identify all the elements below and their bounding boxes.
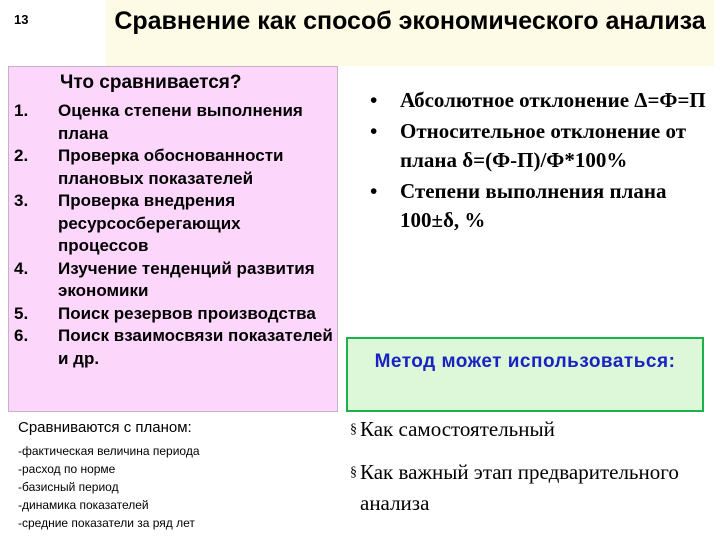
compared-heading: Сравниваются с планом: [18, 419, 192, 436]
deviation-text: Абсолютное отклонение Δ=Ф=П [400, 88, 706, 112]
section-mark-icon: § [350, 465, 357, 480]
item-text: Проверка внедрения ресурсосберегающих процессов [58, 191, 241, 255]
use-text: Как самостоятельный [360, 417, 555, 441]
list-item [14, 190, 334, 258]
item-number: 1. [14, 101, 29, 120]
item-number: 3. [14, 191, 29, 210]
method-box [346, 337, 704, 412]
deviation-list [370, 86, 710, 237]
compared-item: -динамика показателей [18, 498, 149, 512]
item-number: 5. [14, 303, 29, 323]
compared-item: -фактическая величина периода [18, 444, 200, 458]
compared-item: -базисный период [18, 480, 119, 494]
deviation-item [370, 86, 710, 115]
item-text: Изучение тенденций развития экономики [58, 258, 315, 300]
bullet-icon: • [370, 119, 378, 143]
deviation-text: Степени выполнения плана 100±δ, % [400, 179, 667, 232]
item-text: Проверка обоснованности плановых показателей [58, 146, 284, 188]
slide-title: Сравнение как способ экономического анализа [114, 7, 706, 35]
slide-number: 13 [14, 12, 29, 27]
use-item [350, 457, 706, 519]
item-text: Оценка степени выполнения плана [58, 101, 303, 143]
list-item [14, 258, 334, 303]
item-number: 2. [14, 146, 29, 165]
bullet-icon: • [370, 179, 378, 203]
use-text: Как важный этап предварительного анализа [360, 460, 679, 515]
method-uses [350, 414, 706, 519]
deviation-item [370, 177, 710, 235]
comparison-heading: Что сравнивается? [60, 72, 242, 93]
list-item [14, 145, 334, 190]
compared-item: -средние показатели за ряд лет [18, 516, 195, 530]
item-text: Поиск взаимосвязи показателей и др. [58, 326, 333, 368]
comparison-list [14, 100, 334, 370]
section-mark-icon: § [350, 422, 357, 437]
list-item [14, 325, 334, 370]
item-text: Поиск резервов производства [58, 303, 316, 323]
list-item [14, 303, 334, 326]
deviation-text: Относительное отклонение от плана δ=(Ф-П)/Ф*100% [400, 119, 687, 172]
bullet-icon: • [370, 88, 378, 112]
method-title: Метод может использоваться: [374, 351, 676, 372]
item-number: 6. [14, 326, 29, 345]
compared-item: -расход по норме [18, 462, 116, 476]
deviation-item [370, 117, 710, 175]
item-number: 4. [14, 258, 29, 278]
compared-with-plan [18, 418, 338, 532]
use-item [350, 414, 706, 445]
list-item [14, 100, 334, 145]
